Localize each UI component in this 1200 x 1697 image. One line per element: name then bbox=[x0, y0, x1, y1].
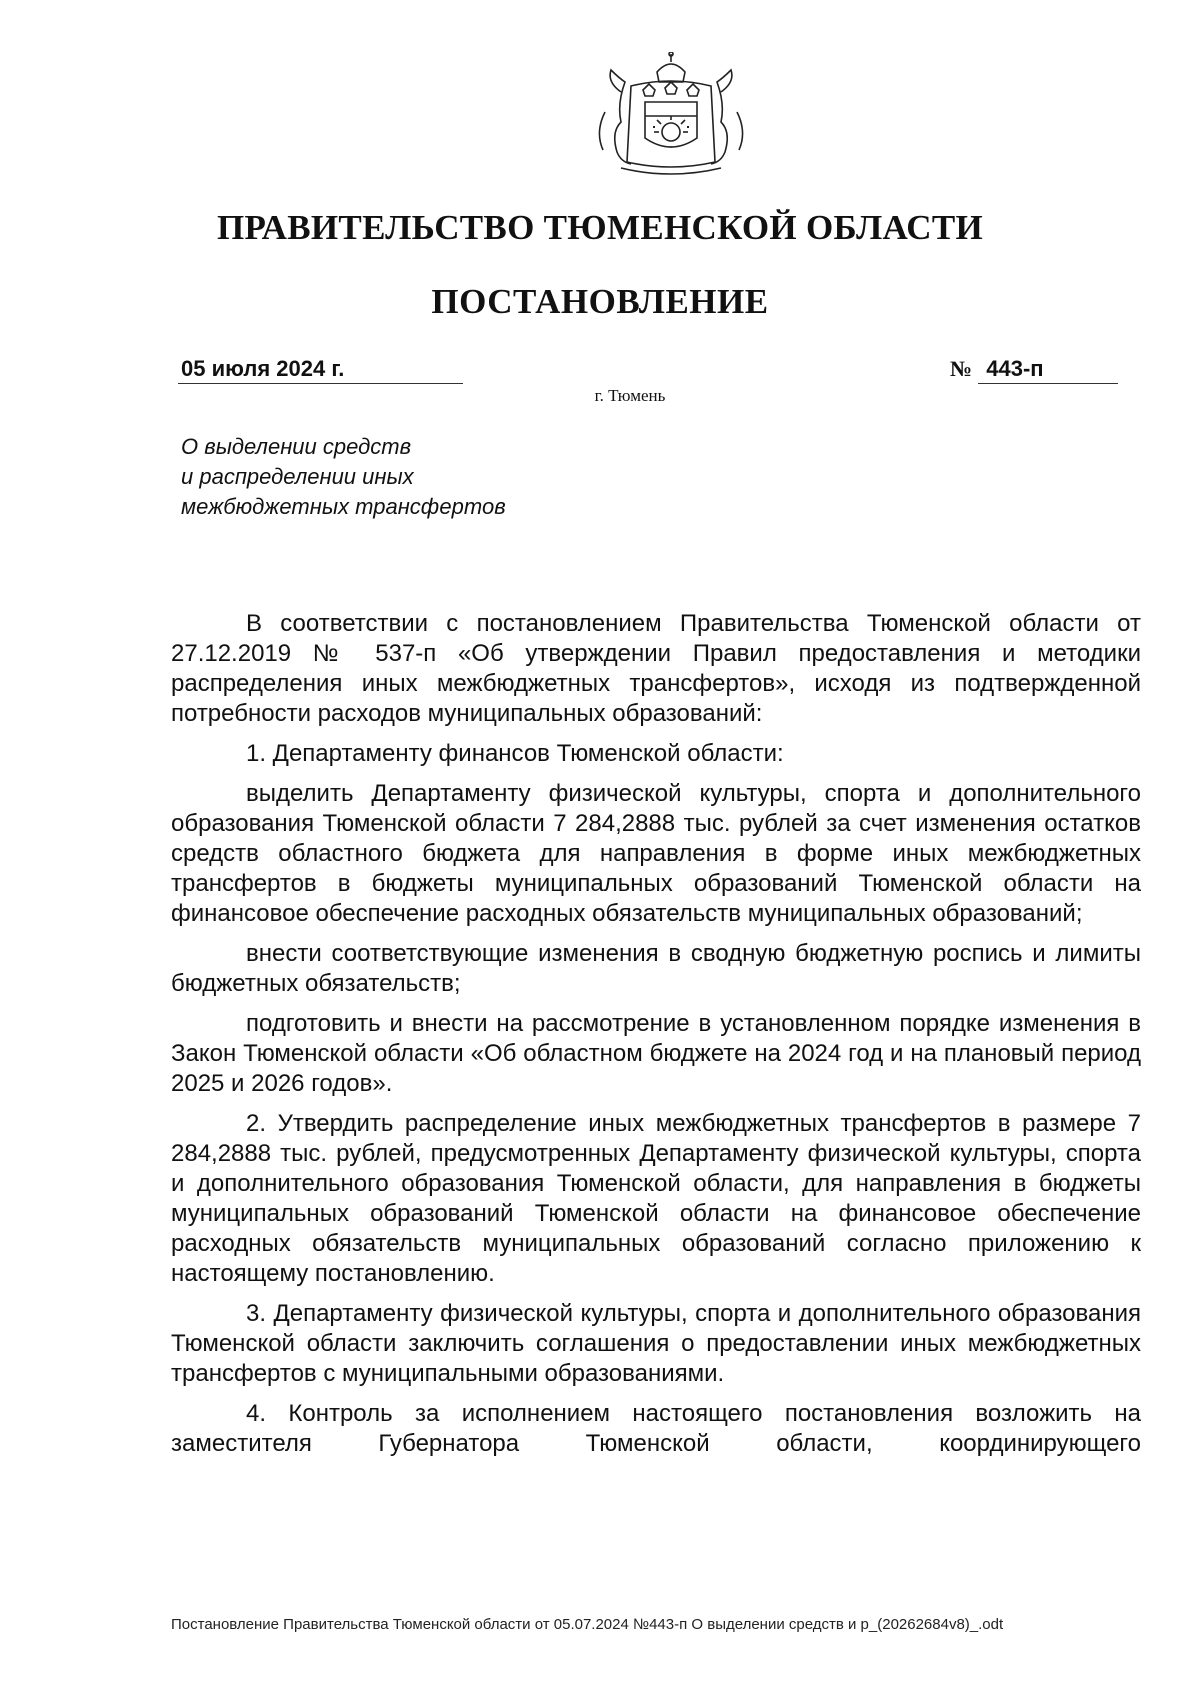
city-label: г. Тюмень bbox=[594, 386, 666, 405]
subject-line: и распределении иных bbox=[181, 464, 414, 489]
body-paragraph: 4. Контроль за исполнением настоящего постановления возложить на заместителя Губернатора Тюменской области, координирующего bbox=[171, 1400, 1141, 1457]
document-number bbox=[950, 355, 1140, 384]
body-paragraph: В соответствии с постановлением Правительства Тюменской области от 27.12.2019 № 537-п «Об утверждении Правил предоставления и методики распределения иных межбюджетных трансфертов», исходя из подтвержденной потребности расходов муниципальных образований: bbox=[171, 610, 1141, 727]
body-paragraph: 1. Департаменту финансов Тюменской области: bbox=[246, 740, 784, 767]
body-paragraph: 2. Утвердить распределение иных межбюджетных трансфертов в размере 7 284,2888 тыс. рублей, предусмотренных Департаменту физической культуры, спорта и дополнительного образования Тюменской области, для направления в бюджеты муниципальных образований Тюменской области на финансовое обеспечение расходных обязательств муниципальных образований согласно приложению к настоящему постановлению. bbox=[171, 1110, 1141, 1287]
page-footer: Постановление Правительства Тюменской области от 05.07.2024 №443-п О выделении средств и р_(20262684v8)_.odt bbox=[171, 1616, 1004, 1633]
subject-line: межбюджетных трансфертов bbox=[181, 494, 506, 519]
tyumen-region-coat-of-arms-icon bbox=[591, 52, 751, 182]
body-paragraph: 3. Департаменту физической культуры, спорта и дополнительного образования Тюменской области заключить соглашения о предоставлении иных межбюджетных трансфертов с муниципальными образованиями. bbox=[171, 1300, 1141, 1387]
body-paragraph: внести соответствующие изменения в сводную бюджетную роспись и лимиты бюджетных обязательств; bbox=[171, 940, 1141, 997]
body-paragraph: подготовить и внести на рассмотрение в установленном порядке изменения в Закон Тюменской области «Об областном бюджете на 2024 год и на плановый период 2025 и 2026 годов». bbox=[171, 1010, 1141, 1097]
government-title: ПРАВИТЕЛЬСТВО ТЮМЕНСКОЙ ОБЛАСТИ bbox=[216, 208, 984, 247]
document-subject bbox=[181, 432, 641, 522]
document-date: 05 июля 2024 г. bbox=[178, 355, 463, 384]
body-paragraph: выделить Департаменту физической культуры, спорта и дополнительного образования Тюменской области 7 284,2888 тыс. рублей за счет изменения остатков средств областного бюджета для направления в форме иных межбюджетных трансфертов в бюджеты муниципальных образований Тюменской области на финансовое обеспечение расходных обязательств муниципальных образований; bbox=[171, 780, 1141, 927]
document-body bbox=[171, 609, 1141, 1469]
subject-line: О выделении средств bbox=[181, 434, 412, 459]
document-type-title: ПОСТАНОВЛЕНИЕ bbox=[431, 282, 769, 321]
number-value: 443-п bbox=[978, 355, 1118, 384]
number-sign: № bbox=[950, 356, 973, 381]
